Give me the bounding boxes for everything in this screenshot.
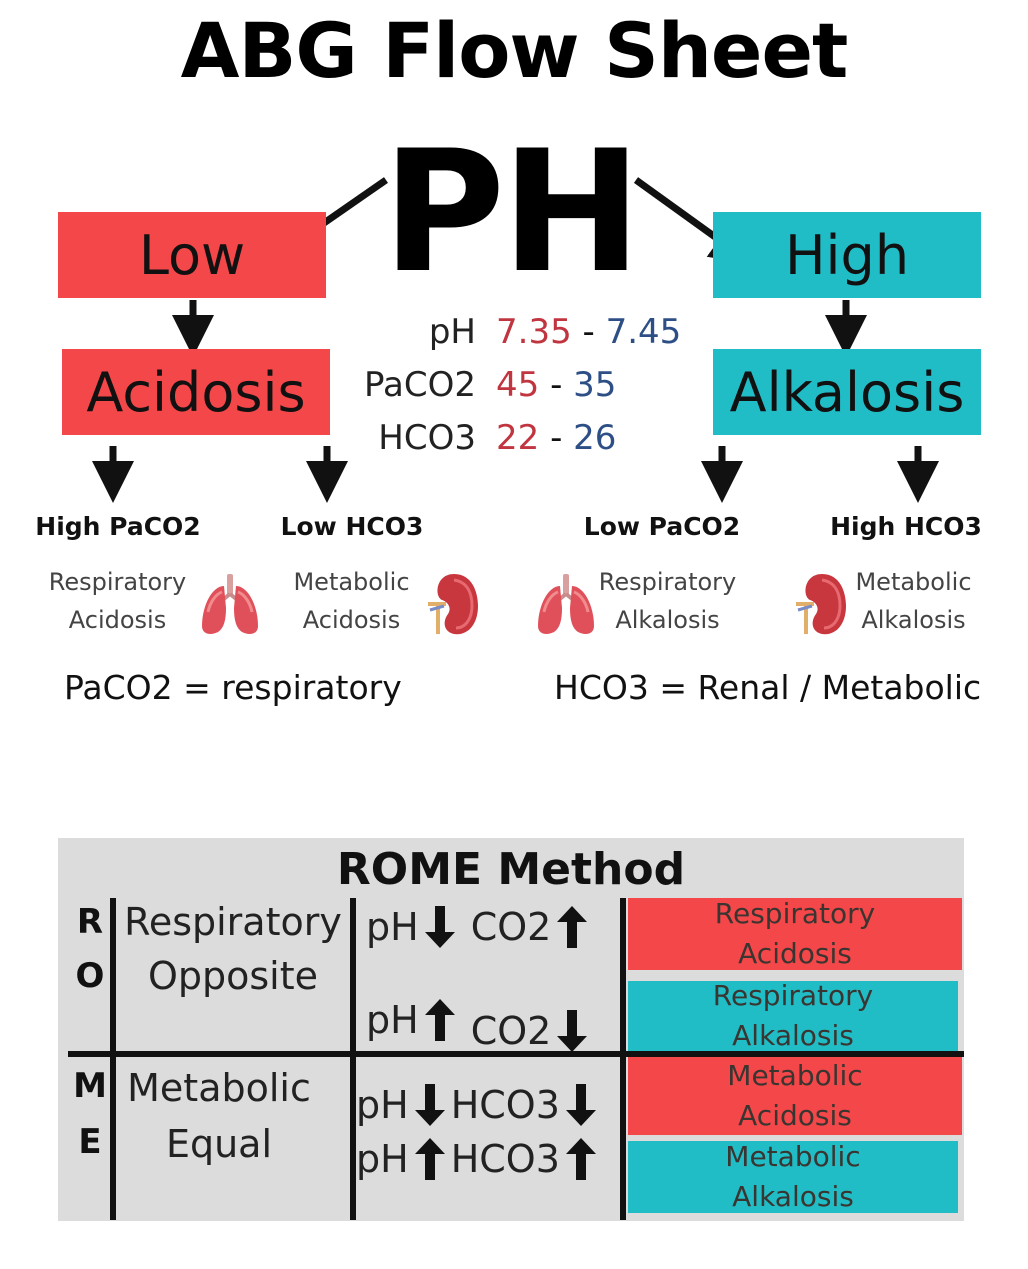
range-row-ph [346, 312, 682, 362]
rome-word: Respiratory [124, 900, 342, 944]
rome-equation: pH HCO3 [356, 1136, 602, 1182]
cause-description: Metabolic Alkalosis [855, 568, 972, 634]
kidney-icon [792, 570, 848, 638]
range-low: 7.35 [496, 312, 572, 352]
range-sep: - [539, 418, 574, 458]
rome-letter: M [73, 1066, 107, 1106]
high-box: High [713, 212, 981, 298]
cause-heading: Low HCO3 [280, 512, 424, 541]
rome-word: Opposite [147, 954, 319, 998]
arrow-up-icon [564, 1136, 598, 1182]
acidosis-box: Acidosis [62, 349, 330, 435]
cause-heading: Low PaCO2 [583, 512, 741, 541]
range-low: 45 [496, 365, 540, 405]
cause-description: Respiratory Alkalosis [598, 568, 737, 634]
rome-letter: E [78, 1122, 102, 1162]
lungs-icon [534, 572, 598, 638]
result-respiratory-alkalosis: Respiratory Alkalosis [628, 981, 958, 1051]
normal-ranges [346, 312, 682, 472]
result-metabolic-acidosis: Metabolic Acidosis [628, 1057, 962, 1135]
alkalosis-box: Alkalosis [713, 349, 981, 435]
rome-letter: O [75, 956, 105, 996]
range-high: 26 [573, 418, 617, 458]
low-box: Low [58, 212, 326, 298]
arrow-down-icon [413, 1082, 447, 1128]
rome-word: Metabolic [127, 1066, 311, 1110]
arrow-up-icon [555, 904, 589, 950]
range-low: 22 [496, 418, 540, 458]
rome-equation: pH HCO3 [356, 1082, 602, 1128]
rome-title: ROME Method [336, 844, 686, 895]
note-metabolic: HCO3 = Renal / Metabolic [554, 668, 982, 707]
kidney-icon [424, 570, 480, 638]
range-high: 35 [573, 365, 617, 405]
arrow-down-icon [423, 904, 457, 950]
result-metabolic-alkalosis: Metabolic Alkalosis [628, 1141, 958, 1213]
rome-method-panel [58, 838, 964, 1221]
arrow-up-icon [423, 997, 457, 1043]
range-sep: - [539, 365, 574, 405]
range-label: pH [428, 312, 476, 352]
arrow-up-icon [413, 1136, 447, 1182]
arrow-down-icon [564, 1082, 598, 1128]
note-respiratory: PaCO2 = respiratory [64, 668, 402, 707]
range-sep: - [571, 312, 606, 352]
range-row-hco3 [346, 418, 676, 468]
lungs-icon [198, 572, 262, 638]
ph-heading: PH [382, 114, 638, 310]
rome-letter: R [76, 902, 104, 942]
rome-word: Equal [165, 1122, 273, 1166]
arrow-down-icon [555, 1008, 589, 1054]
cause-description: Respiratory Acidosis [48, 568, 187, 634]
range-high: 7.45 [605, 312, 682, 352]
cause-description: Metabolic Acidosis [293, 568, 410, 634]
grid-line [620, 898, 626, 1220]
range-row-paco2 [346, 365, 676, 415]
rome-equation: pH CO2 [366, 986, 593, 1054]
range-label: PaCO2 [364, 365, 476, 405]
grid-line [110, 898, 116, 1220]
cause-heading: High PaCO2 [35, 512, 201, 541]
page-title: ABG Flow Sheet [180, 6, 848, 95]
result-respiratory-acidosis: Respiratory Acidosis [628, 898, 962, 970]
range-label: HCO3 [378, 418, 476, 458]
cause-heading: High HCO3 [830, 512, 982, 541]
rome-equation: pH CO2 [366, 904, 593, 950]
